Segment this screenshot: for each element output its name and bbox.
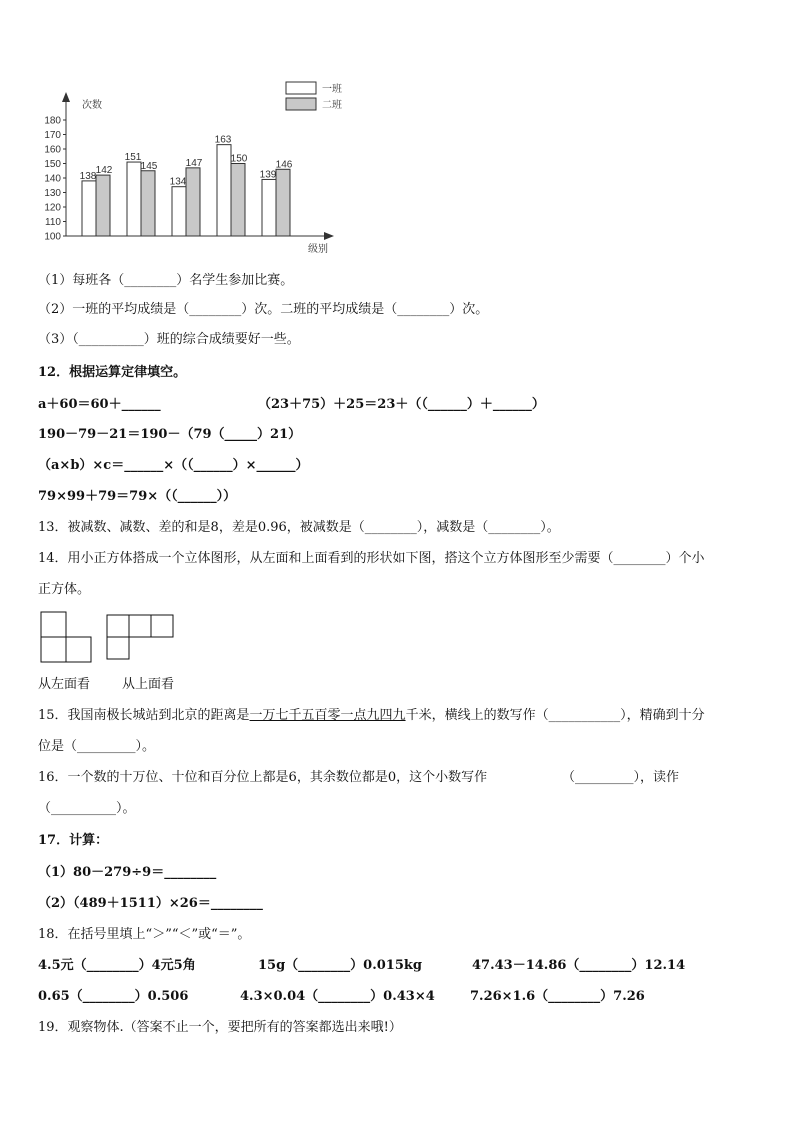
q14-line1: 14．用小正方体搭成一个立体图形，从左面和上面看到的形状如下图，搭这个立方体图形至少需要（________）个小 bbox=[38, 551, 705, 566]
q11-part3: （3）（__________）班的综合成绩要好一些。 bbox=[38, 332, 300, 347]
q12-line4: 79×99＋79＝79×（（______）） bbox=[38, 489, 237, 504]
q17-title: 17．计算： bbox=[38, 833, 109, 848]
y-axis-label: 次数 bbox=[82, 100, 102, 111]
q11-part2: （2）一班的平均成绩是（________）次。二班的平均成绩是（________）次。 bbox=[38, 302, 489, 317]
bar-2 bbox=[141, 171, 155, 236]
y-tick-label: 180 bbox=[44, 115, 61, 127]
q14-line2: 正方体。 bbox=[38, 582, 91, 597]
top-view-label: 从上面看 bbox=[122, 677, 175, 692]
y-tick-label: 130 bbox=[44, 188, 61, 199]
q12-title: 12．根据运算定律填空。 bbox=[38, 365, 187, 380]
y-axis-arrow bbox=[62, 92, 70, 102]
bar-2 bbox=[276, 169, 290, 236]
bar-1 bbox=[127, 162, 141, 236]
q15-pre: 15．我国南极长城站到北京的距离是 bbox=[38, 708, 250, 723]
q18-r1-c1: 4.5元（________）4元5角 bbox=[38, 958, 196, 973]
q19-text: 19．观察物体.（答案不止一个，要把所有的答案都选出来哦!） bbox=[38, 1020, 402, 1035]
bar-2 bbox=[96, 175, 110, 236]
y-tick-label: 110 bbox=[45, 217, 61, 228]
q16-line1a: 16．一个数的十万位、十位和百分位上都是6，其余数位都是0，这个小数写作 bbox=[38, 770, 488, 785]
q18-r1-c3: 47.43－14.86（________）12.14 bbox=[472, 958, 686, 973]
legend-swatch bbox=[286, 98, 316, 110]
y-tick-label: 170 bbox=[44, 130, 61, 141]
q12-line1b: （23＋75）＋25＝23＋（（______）＋______） bbox=[258, 397, 545, 412]
q15-line2: 位是（_________）。 bbox=[38, 739, 156, 754]
q18-r2-c3: 7.26×1.6（________）7.26 bbox=[470, 989, 645, 1004]
left-view-figure bbox=[40, 611, 94, 663]
data-label: 138 bbox=[79, 170, 97, 182]
bar-1 bbox=[172, 187, 186, 236]
q18-r2-c2: 4.3×0.04（________）0.43×4 bbox=[240, 989, 435, 1004]
data-label: 134 bbox=[169, 176, 187, 188]
left-view-label: 从左面看 bbox=[38, 677, 91, 692]
data-label: 150 bbox=[230, 153, 248, 165]
y-tick-label: 120 bbox=[44, 202, 61, 214]
bar-2 bbox=[231, 164, 245, 237]
y-tick-label: 140 bbox=[44, 173, 61, 185]
q18-r1-c2: 15g（________）0.015kg bbox=[258, 958, 422, 973]
y-tick-label: 160 bbox=[44, 144, 61, 156]
bar-1 bbox=[82, 181, 96, 236]
x-axis-label: 级别 bbox=[308, 244, 328, 255]
data-label: 147 bbox=[185, 157, 203, 169]
data-label: 139 bbox=[259, 169, 277, 181]
q17-line2: （2）（489＋1511）×26＝________ bbox=[38, 896, 263, 911]
data-label: 145 bbox=[140, 160, 158, 172]
bar-2 bbox=[186, 168, 200, 236]
data-label: 151 bbox=[124, 152, 142, 164]
data-label: 142 bbox=[95, 165, 113, 177]
data-label: 163 bbox=[214, 134, 232, 146]
y-tick-label: 150 bbox=[44, 159, 61, 170]
y-tick-label: 100 bbox=[44, 231, 61, 243]
q12-line3: （a×b）×c＝______×（（______）×______） bbox=[38, 458, 309, 473]
q15-line1 bbox=[38, 707, 705, 725]
legend-swatch bbox=[286, 82, 316, 94]
q11-part1: （1）每班各（________）名学生参加比赛。 bbox=[38, 273, 294, 288]
q15-underlined-number: 一万七千五百零一点九四九 bbox=[249, 708, 406, 723]
q18-title: 18．在括号里填上“＞”“＜”或“＝”。 bbox=[38, 927, 251, 942]
x-axis-arrow bbox=[324, 232, 334, 240]
bar-1 bbox=[262, 179, 276, 236]
top-view-figure bbox=[106, 614, 178, 662]
data-label: 146 bbox=[275, 159, 293, 171]
legend-label: 二班 bbox=[322, 100, 342, 111]
bar-chart bbox=[30, 76, 360, 258]
q18-r2-c1: 0.65（________）0.506 bbox=[38, 989, 189, 1004]
q15-post: 千米，横线上的数写作（___________），精确到十分 bbox=[405, 708, 705, 723]
q12-line1a: a＋60＝60＋______ bbox=[38, 397, 161, 412]
q12-line2: 190－79－21＝190－（79（_____）21） bbox=[38, 427, 302, 442]
legend-label: 一班 bbox=[322, 84, 342, 95]
q17-line1: （1）80－279÷9＝________ bbox=[38, 865, 217, 880]
bar-1 bbox=[217, 145, 231, 236]
q16-line1b: （_________），读作 bbox=[562, 770, 680, 785]
q16-line2: （__________）。 bbox=[38, 801, 136, 816]
q13-text: 13．被减数、减数、差的和是8，差是0.96，被减数是（________），减数是（________）。 bbox=[38, 520, 560, 535]
